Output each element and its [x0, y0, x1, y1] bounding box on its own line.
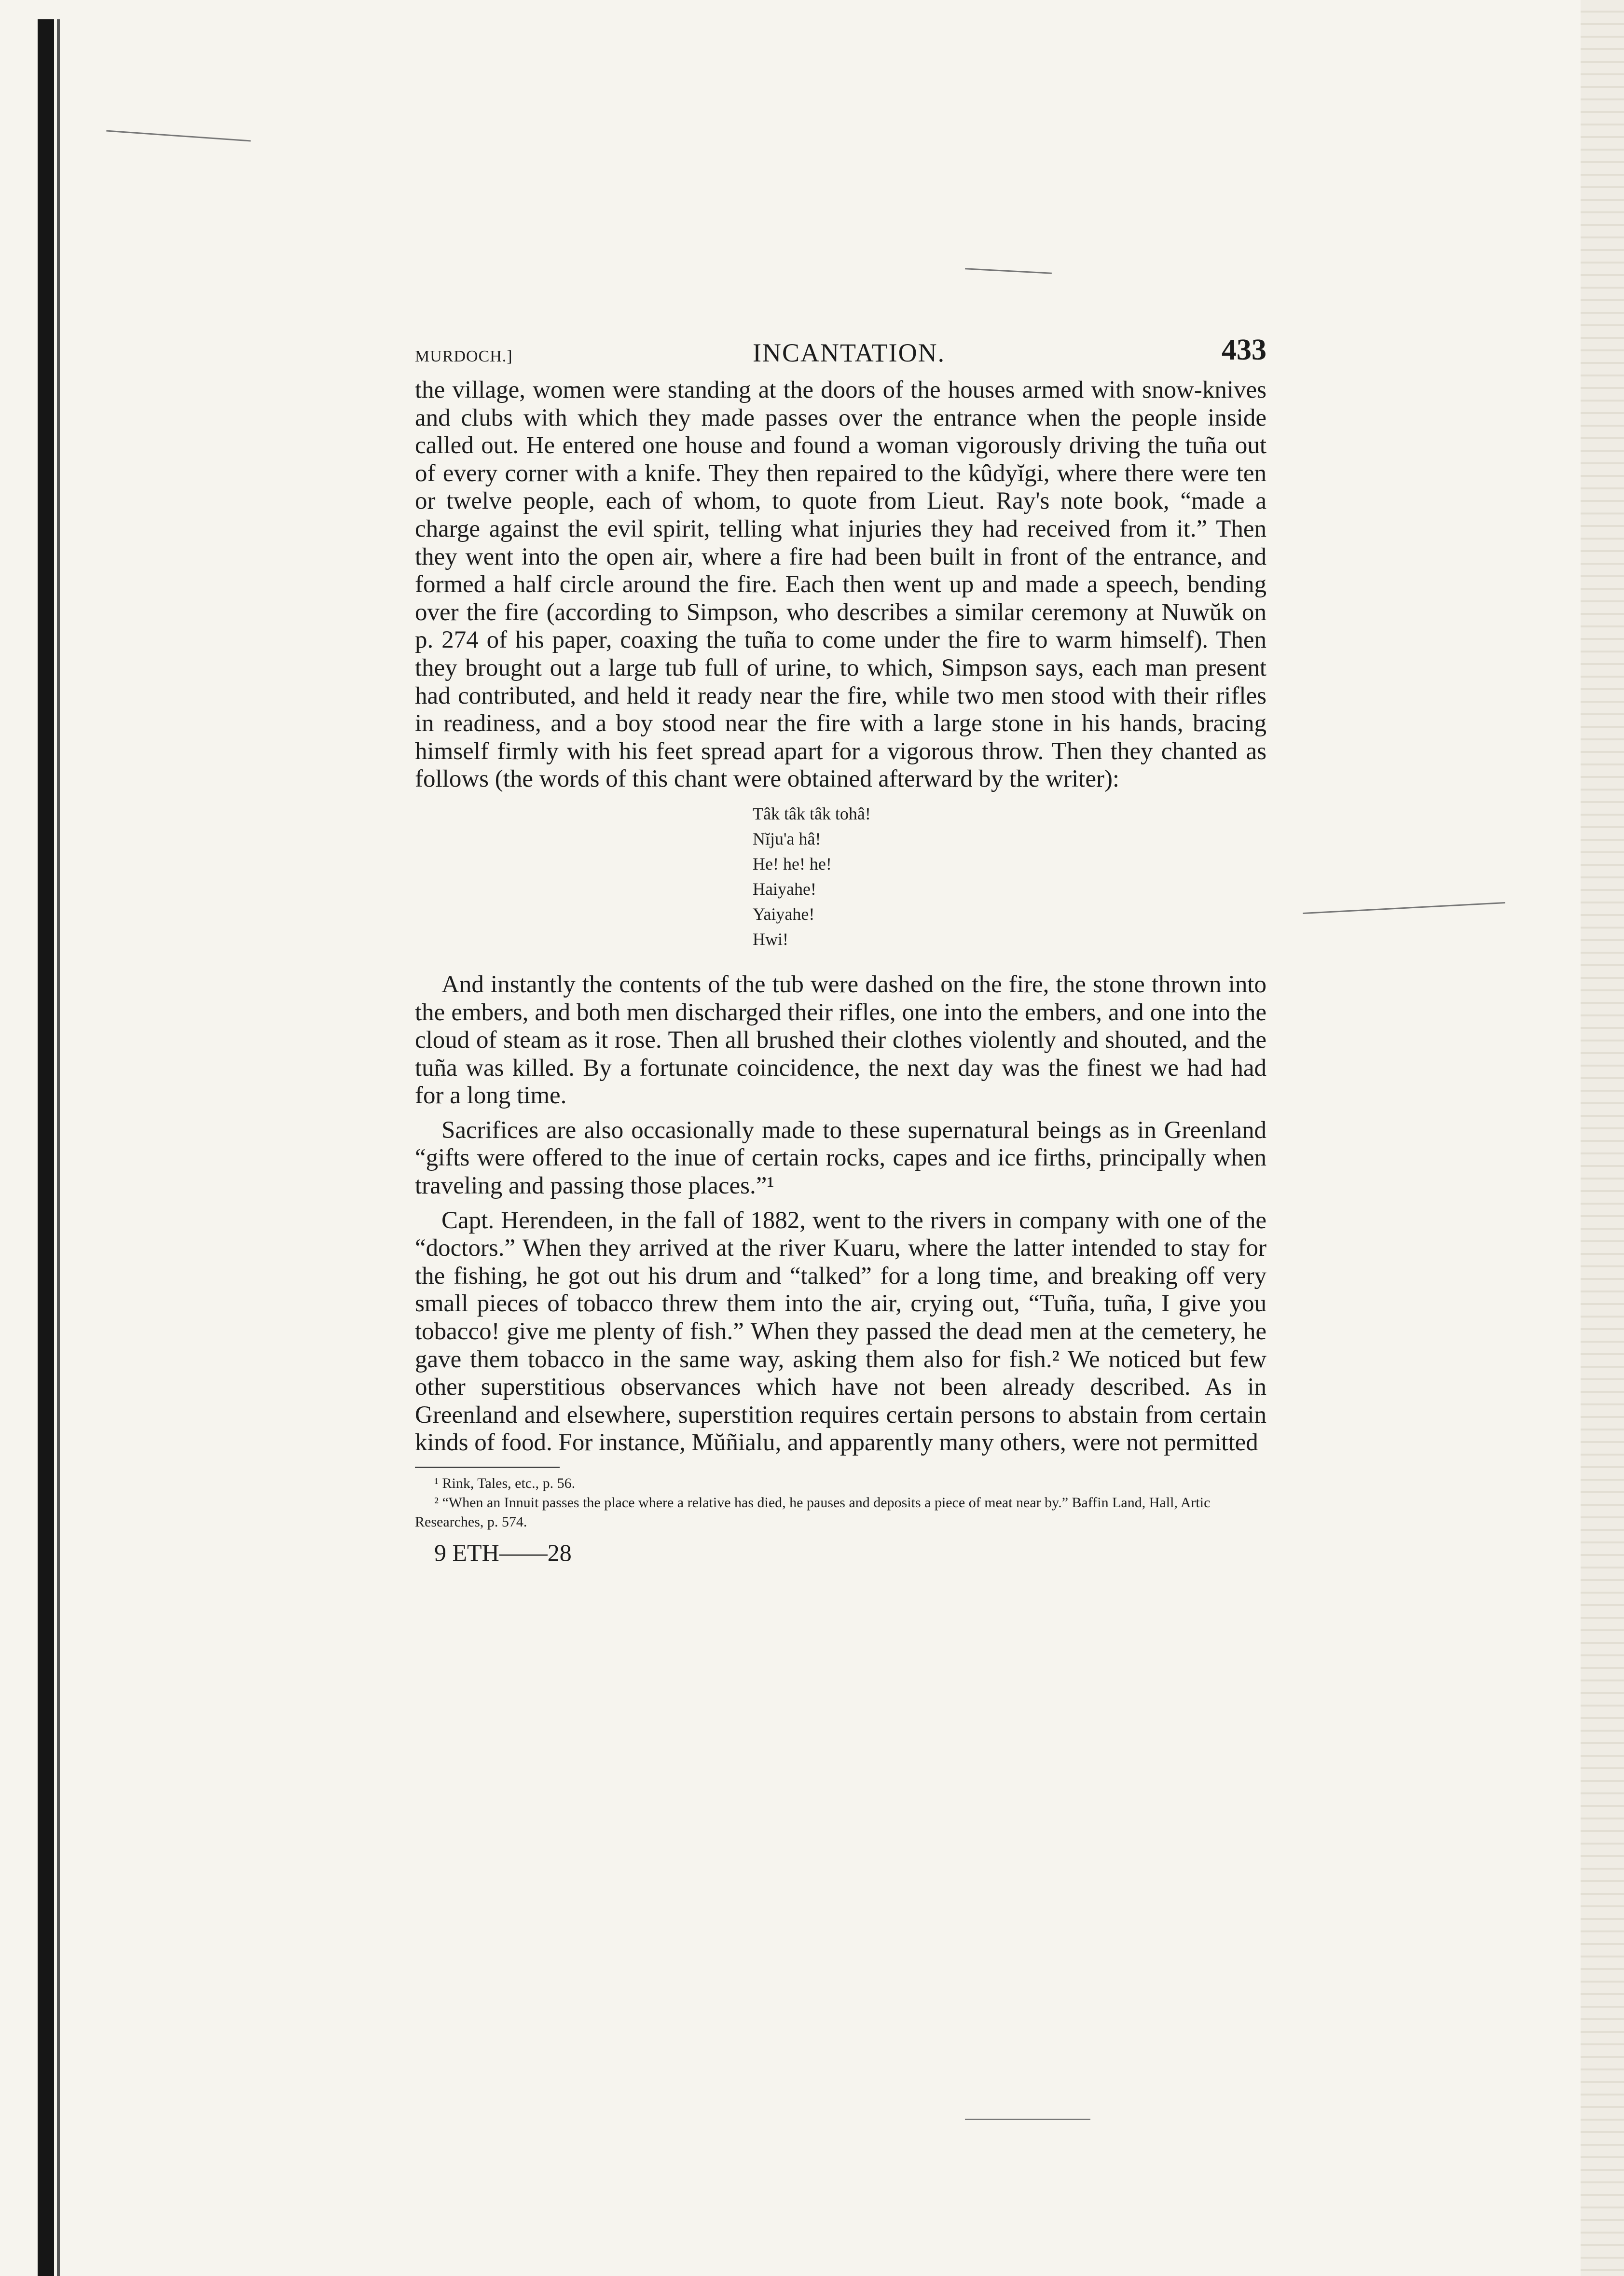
page-edge: [1581, 0, 1624, 2276]
chant-line: Nĭju'a hâ!: [753, 829, 821, 848]
paragraph: And instantly the contents of the tub were dashed on the fire, the stone thrown into the embers, and both men discharged their rifles, one into the embers, and one into the cloud of steam as it rose. Then all brushed their clothes violently and shouted, and the tuña was killed. By a fortunate coincidence, the next day was the finest we had had for a long time.: [415, 971, 1266, 1110]
chant-line: Yaiyahe!: [753, 904, 815, 924]
chant-line: He! he! he!: [753, 854, 832, 874]
running-title: INCANTATION.: [753, 338, 946, 367]
binding-shadow: [38, 19, 54, 2276]
footnote-divider: [415, 1467, 560, 1468]
chant-verse: [753, 801, 1266, 952]
paragraph: Capt. Herendeen, in the fall of 1882, went to the rivers in company with one of the “doctors.” When they arrived at the river Kuaru, where the latter intended to stay for the fishing, he got out his drum and “talked” for a long time, and breaking off very small pieces of tobacco threw them into the air, crying out, “Tuña, tuña, I give you tobacco! give me plenty of fish.” When they passed the dead men at the cemetery, he gave them tobacco in the same way, asking them also for fish.² We noticed but few other superstitious observances which have not been already described. As in Greenland and elsewhere, superstition requires certain persons to abstain from certain kinds of food. For instance, Mŭñialu, and apparently many others, were not permitted: [415, 1207, 1266, 1457]
footnote: ² “When an Innuit passes the place where a relative has died, he pauses and deposits a piece of meat near by.” Baffin Land, Hall, Artic Researches, p. 574.: [415, 1495, 1211, 1530]
scan-mark: [106, 130, 250, 142]
footnote: ¹ Rink, Tales, etc., p. 56.: [434, 1475, 576, 1491]
printer-signature: 9 ETH——28: [434, 1539, 572, 1566]
running-header: [415, 333, 1266, 376]
page-number: 433: [1222, 333, 1266, 366]
paragraph: the village, women were standing at the doors of the houses armed with snow-knives and clubs with which they made passes over the entrance when the people inside called out. He entered one house and found a woman vigorously driving the tuña out of every corner with a knife. They then repaired to the kûdyĭgi, where there were ten or twelve people, each of whom, to quote from Lieut. Ray's note book, “made a charge against the evil spirit, telling what injuries they had received from it.” Then they went into the open air, where a fire had been built in front of the entrance, and formed a half circle around the fire. Each then went up and made a speech, bending over the fire (according to Simpson, who describes a similar ceremony at Nuwŭk on p. 274 of his paper, coaxing the tuña to come under the fire to warm himself). Then they brought out a large tub full of urine, to which, Simpson says, each man present had contributed, and held it ready near the fire, while two men stood with their rifles in readiness, and a boy stood near the fire with a large stone in his hands, bracing himself firmly with his feet spread apart for a vigorous throw. Then they chanted as follows (the words of this chant were obtained afterward by the writer):: [415, 376, 1266, 793]
text-column: [415, 333, 1266, 1567]
chant-line: Tâk tâk tâk tohâ!: [753, 804, 871, 823]
scan-mark: [965, 2119, 1090, 2120]
scan-mark: [965, 268, 1052, 274]
running-author: MURDOCH.]: [415, 347, 513, 365]
scan-mark: [1303, 902, 1505, 914]
paragraph: Sacrifices are also occasionally made to these supernatural beings as in Greenland “gifts were offered to the inue of certain rocks, capes and ice firths, principally when traveling and passing those places.”¹: [415, 1116, 1266, 1200]
chant-line: Haiyahe!: [753, 879, 816, 899]
chant-line: Hwi!: [753, 929, 788, 949]
binding-edge: [57, 19, 60, 2276]
